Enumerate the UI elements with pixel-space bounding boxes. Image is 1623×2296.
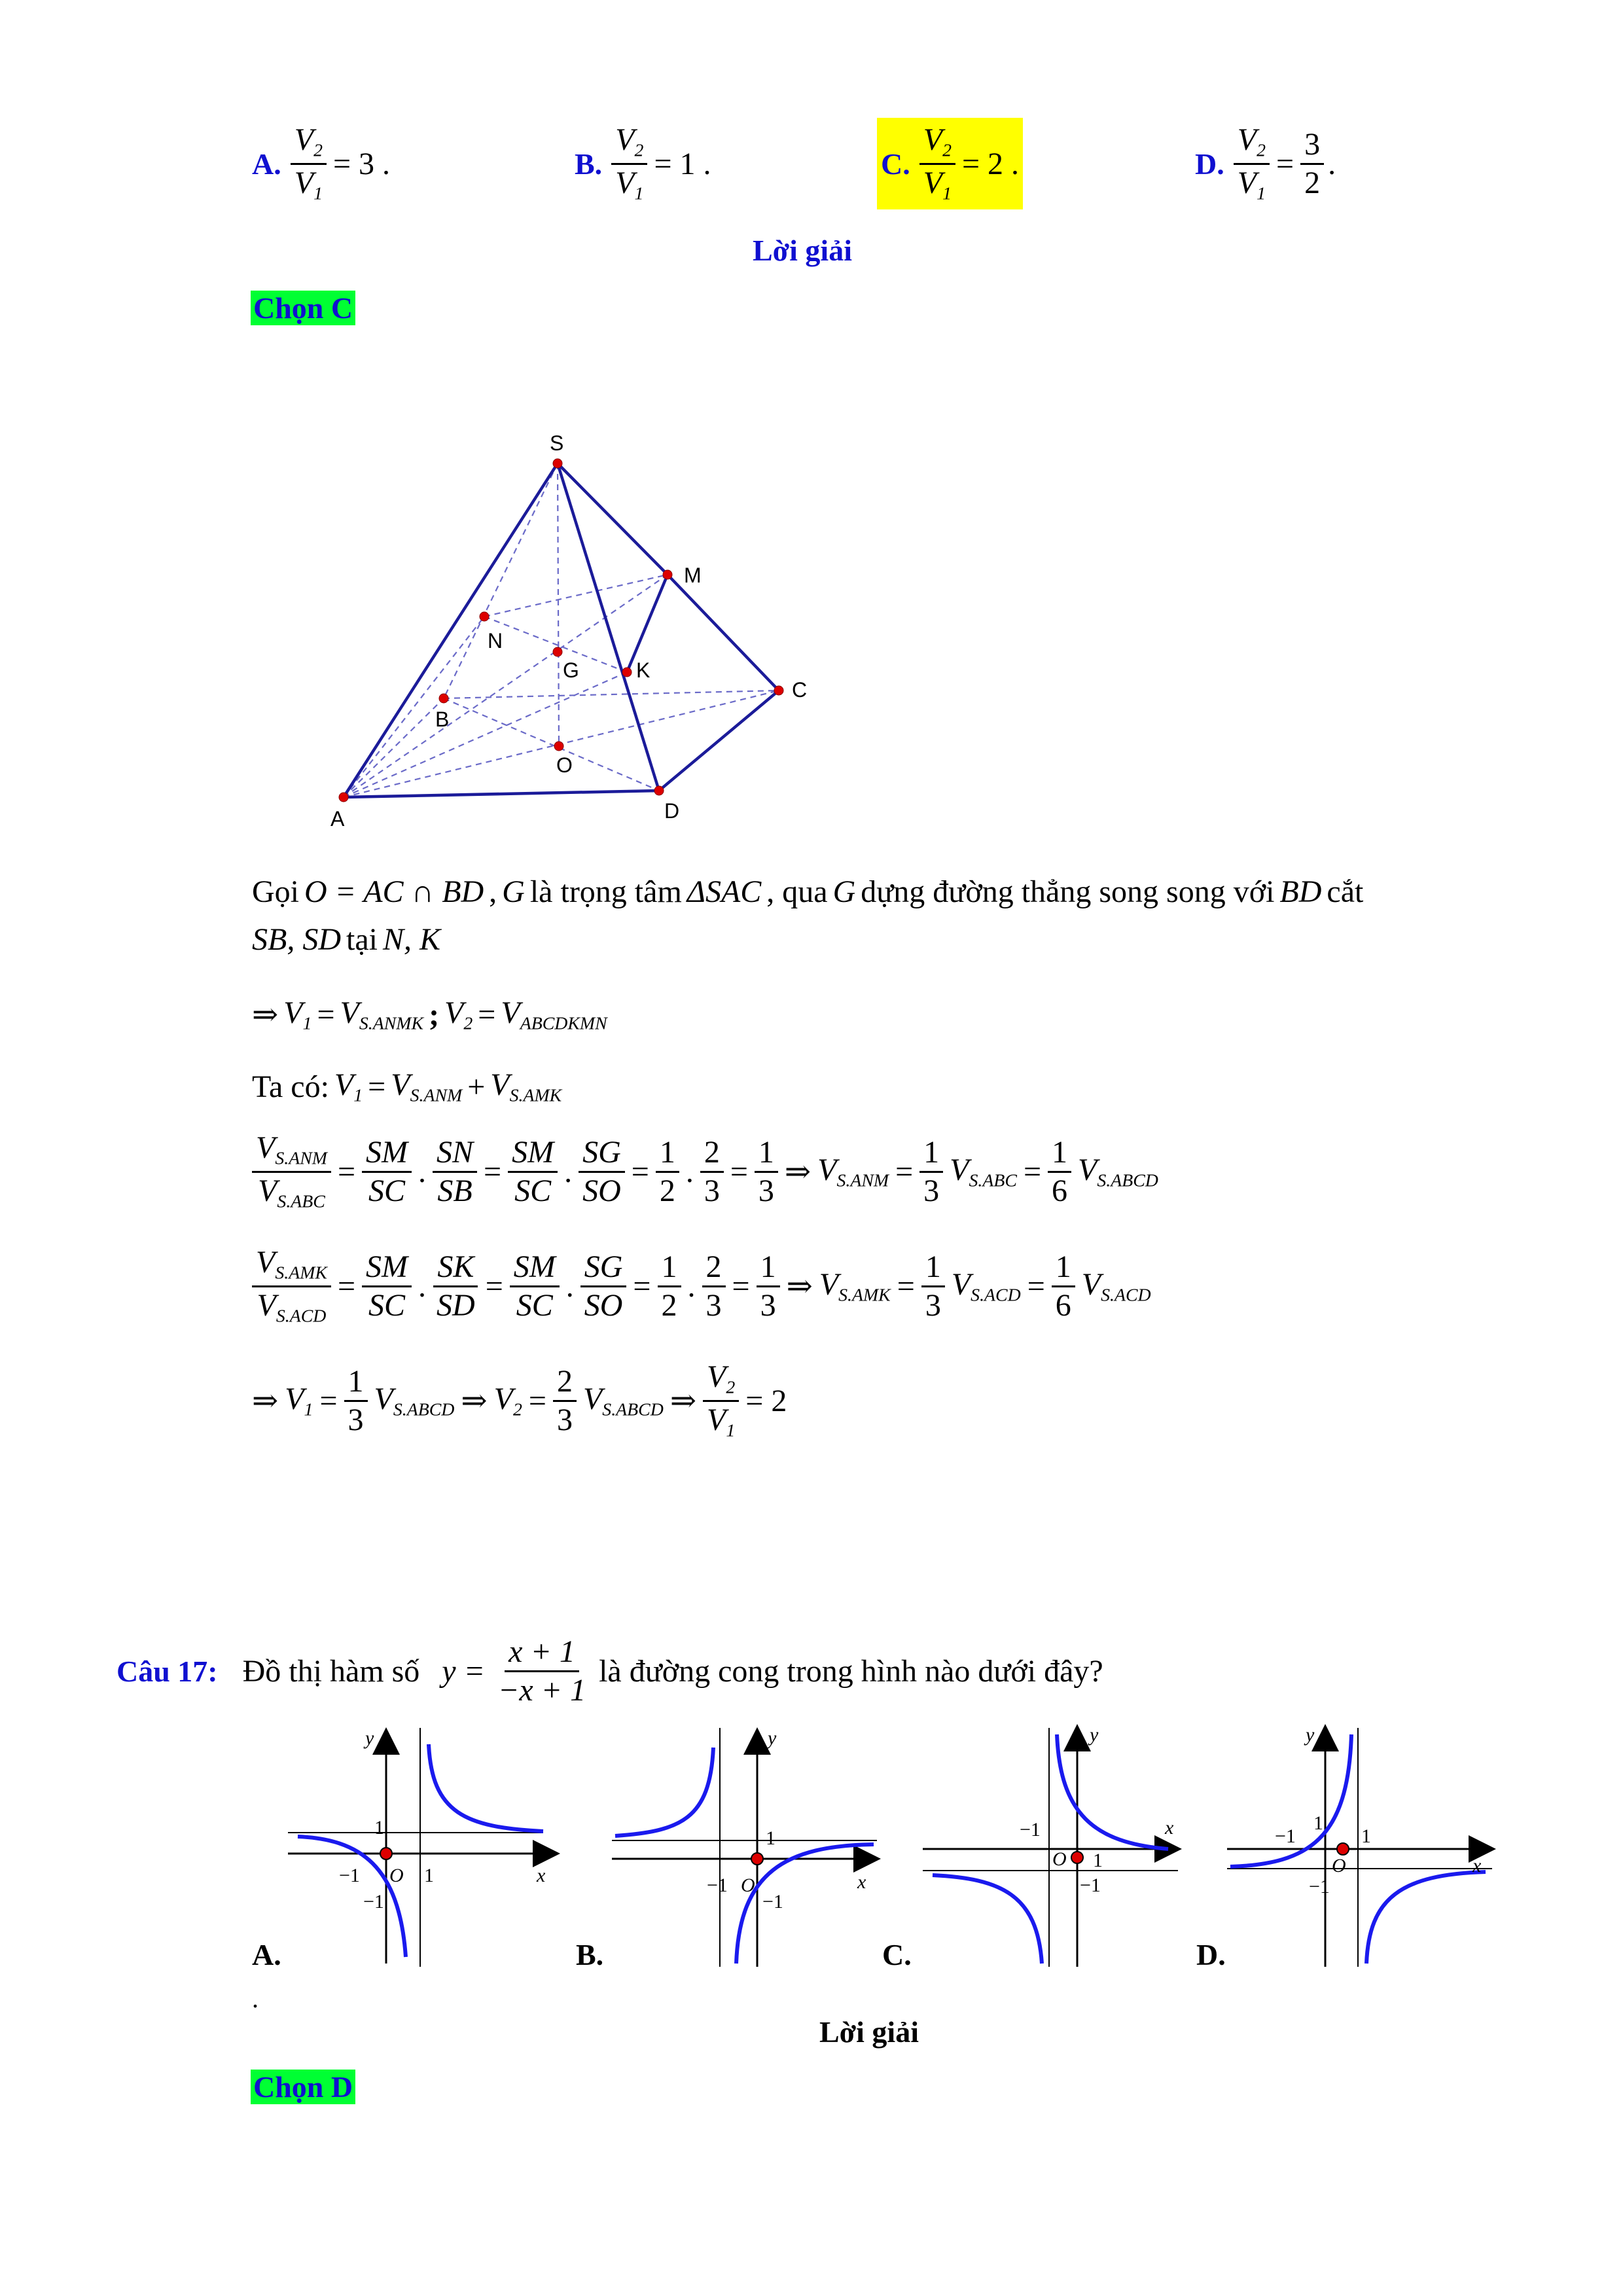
stray-dot: .: [252, 1984, 259, 2013]
edge-ak: [344, 672, 627, 797]
option-b[interactable]: [575, 118, 711, 209]
label-n: N: [488, 629, 503, 653]
label-g: G: [563, 658, 579, 682]
option-c-fraction: $\frac{V_2}{V_1}$: [919, 124, 955, 203]
option-a[interactable]: [252, 118, 390, 209]
svg-text:y: y: [365, 1727, 374, 1749]
label-a: A: [330, 807, 345, 831]
option-b-fraction: $\frac{V_2}{V_1}$: [611, 124, 647, 203]
svg-text:−1: −1: [1020, 1819, 1041, 1840]
svg-text:O: O: [1052, 1848, 1067, 1870]
edge-sb: [444, 463, 558, 698]
edge-nk: [484, 617, 627, 672]
point-m: [663, 570, 672, 579]
graph-a-label[interactable]: A.: [252, 1938, 281, 1971]
solution-title-16: Lời giải: [753, 234, 852, 267]
point-g: [553, 647, 562, 656]
label-b: B: [435, 708, 450, 731]
svg-text:x: x: [1472, 1855, 1482, 1876]
equation-5: ⇒ $V_1$ = $\frac{1}{3}$ $V_{S.ABCD}$ ⇒ $V_2$ = $\frac{2}{3}$ $V_{S.ABCD}$ ⇒ $\frac{V_2}{V_1}$ = 2: [252, 1359, 787, 1441]
svg-text:1: 1: [424, 1865, 434, 1886]
graph-a: [288, 1727, 556, 1967]
choice-17: Chọn D: [251, 2070, 355, 2104]
svg-text:1: 1: [374, 1817, 384, 1839]
option-d-rhs-fraction: $\frac{3}{2}$: [1300, 129, 1324, 199]
svg-text:y: y: [768, 1727, 777, 1749]
svg-text:1: 1: [766, 1827, 776, 1849]
svg-text:y: y: [1306, 1724, 1315, 1746]
edge-mn: [484, 575, 668, 617]
svg-text:1: 1: [1313, 1812, 1323, 1834]
label-c: C: [792, 678, 808, 702]
svg-text:x: x: [537, 1865, 546, 1886]
edge-mc: [668, 575, 779, 691]
svg-text:x: x: [1165, 1817, 1174, 1839]
point-o: [554, 742, 563, 751]
option-c-label: C.: [881, 147, 910, 181]
svg-text:1: 1: [1093, 1850, 1103, 1871]
edge-ad: [344, 791, 659, 797]
edge-ab: [344, 698, 444, 797]
option-a-rhs: = 3 .: [332, 146, 391, 181]
svg-text:−1: −1: [762, 1891, 783, 1912]
point-k: [622, 668, 632, 677]
equation-3: $V_{S.ANM}$ $V_{S.ABC}$ = $\frac{SM}{SC}$ . $\frac{SN}{SB}$ = $\frac{SM}{SC}$ . $\frac{SG}{SO}$ = $\frac{1}{2}$ . $\frac{2}{3}$ = $\frac{1}{3}$ ⇒ $V_{S.ANM}$ = $\frac{1}{3}$ $V_{S.ABC}$ = $\frac{1}{6}$ $V_{S.ABCD}$: [252, 1132, 1158, 1211]
option-d-fraction: $\frac{V_2}{V_1}$: [1234, 124, 1270, 203]
point-c: [774, 686, 783, 695]
svg-text:O: O: [389, 1865, 404, 1886]
label-s: S: [550, 431, 564, 455]
edge-bd: [444, 698, 659, 791]
edge-so: [558, 463, 559, 746]
svg-text:y: y: [1090, 1724, 1099, 1746]
label-d: D: [664, 799, 680, 823]
edge-am: [344, 575, 668, 797]
point-d: [654, 786, 664, 795]
svg-text:O: O: [1332, 1855, 1346, 1876]
option-a-fraction: $\frac{V_2}{V_1}$: [291, 124, 327, 203]
equation-4: $V_{S.AMK}$ $V_{S.ACD}$ = $\frac{SM}{SC}$ . $\frac{SK}{SD}$ = $\frac{SM}{SC}$ . $\frac{SG}{SO}$ = $\frac{1}{2}$ . $\frac{2}{3}$ = $\frac{1}{3}$ ⇒ $V_{S.AMK}$ = $\frac{1}{3}$ $V_{S.ACD}$ = $\frac{1}{6}$ $V_{S.ACD}$: [252, 1247, 1151, 1325]
solution-line-1: Gọi O = AC ∩ BD , G là trọng tâm ΔSAC , qua G dựng đường thẳng song song với BD cắt: [252, 874, 1364, 909]
graph-c-label[interactable]: C.: [882, 1938, 912, 1971]
label-k: K: [636, 658, 651, 682]
label-m: M: [684, 564, 702, 587]
choice-16: Chọn C: [251, 291, 355, 325]
svg-text:O: O: [741, 1874, 755, 1896]
option-a-label: A.: [252, 147, 281, 181]
solution-line-2: SB, SD tại N, K: [252, 922, 440, 957]
point-b: [439, 694, 448, 703]
point-s: [553, 459, 562, 468]
svg-text:−1: −1: [1309, 1876, 1330, 1897]
equation-2: Ta có: $V_1$ = $V_{S.ANM}$ + $V_{S.AMK}$: [252, 1067, 562, 1106]
edge-sa: [344, 463, 558, 797]
option-c-rhs: = 2 .: [961, 146, 1020, 181]
svg-text:−1: −1: [1275, 1825, 1296, 1847]
svg-text:−1: −1: [1080, 1874, 1101, 1896]
edge-dc: [659, 691, 779, 791]
question-17: Câu 17: Đồ thị hàm số y = $\frac{x + 1}{-x + 1}$ là đường cong trong hình nào dưới đây?: [116, 1634, 1103, 1708]
option-d[interactable]: D. $\frac{V_2}{V_1}$ = $\frac{3}{2}$ .: [1195, 122, 1336, 204]
svg-text:1: 1: [1361, 1825, 1371, 1847]
svg-text:−1: −1: [707, 1874, 728, 1896]
graph-b-label[interactable]: B.: [576, 1938, 604, 1971]
point-n: [480, 612, 489, 621]
graph-c: [923, 1724, 1178, 1967]
option-b-label: B.: [575, 147, 603, 181]
graph-b: [612, 1727, 877, 1967]
question-number: Câu 17:: [116, 1655, 218, 1688]
option-c[interactable]: [877, 118, 1023, 209]
graph-d: [1227, 1724, 1492, 1967]
equation-1: ⇒ $V_1$ = $V_{S.ANMK}$ ; $V_2$ = $V_{ABCDKMN}$: [252, 996, 607, 1034]
graph-d-label[interactable]: D.: [1196, 1938, 1226, 1971]
svg-text:−1: −1: [339, 1865, 360, 1886]
label-o: O: [556, 753, 573, 777]
svg-text:−1: −1: [363, 1891, 384, 1912]
point-a: [339, 793, 348, 802]
solution-title-17: Lời giải: [819, 2015, 919, 2049]
pyramid-figure: [314, 419, 825, 838]
option-b-rhs: = 1 .: [654, 146, 711, 181]
svg-text:x: x: [857, 1871, 866, 1893]
option-d-label: D.: [1195, 147, 1224, 181]
